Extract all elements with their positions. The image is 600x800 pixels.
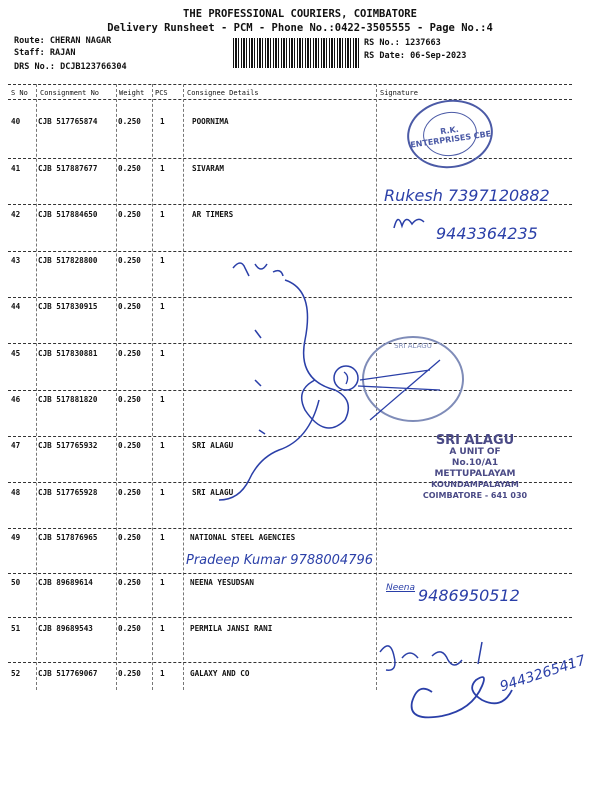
row-consignment: CJB 517765928 [38, 488, 98, 497]
row-weight: 0.250 [118, 117, 141, 126]
barcode [233, 38, 359, 68]
table-top-rule [8, 84, 572, 85]
handwritten-pradeep: Pradeep Kumar 9788004796 [186, 553, 374, 568]
row-consignee: SIVARAM [192, 164, 225, 173]
row-pcs: 1 [160, 533, 165, 542]
row-consignee: NATIONAL STEEL AGENCIES [190, 533, 296, 542]
col-header-consignment: Consignment No [40, 89, 100, 97]
sri-alagu-stamp-line: METTUPALAYAM [434, 469, 516, 479]
staff-value: RAJAN [49, 48, 76, 58]
rs-date-line [364, 51, 466, 61]
col-divider [116, 84, 117, 690]
row-consignment: CJB 517828800 [38, 256, 98, 265]
col-header-pcs: PCS [155, 89, 168, 97]
row-sno: 41 [11, 164, 21, 173]
row-pcs: 1 [160, 441, 165, 450]
table-header-rule [8, 99, 572, 100]
row-consignment: CJB 517765874 [38, 117, 98, 126]
enterprises-stamp [403, 94, 498, 173]
handwritten-rukesh: Rukesh 7397120882 [384, 186, 550, 205]
row-weight: 0.250 [118, 349, 141, 358]
row-weight: 0.250 [118, 164, 141, 173]
rs-no-value: 1237663 [404, 38, 441, 48]
row-rule [8, 573, 572, 574]
sri-alagu-stamp-line: KOUNDAMPALAYAM [431, 480, 519, 489]
row-weight: 0.250 [118, 578, 141, 587]
row-pcs: 1 [160, 488, 165, 497]
row-consignee: PERMILA JANSI RANI [190, 624, 273, 633]
sri-alagu-stamp-line: COIMBATORE - 641 030 [422, 491, 528, 500]
staff-label: Staff: [14, 48, 45, 58]
handwritten-phone-52: 9443265417 [498, 652, 588, 696]
sri-alagu-stamp-line: SRI ALAGU [435, 433, 515, 448]
row-rule [8, 158, 572, 159]
row-sno: 51 [11, 624, 21, 633]
row-consignment: CJB 517765932 [38, 441, 98, 450]
round-seal-text: SRI ALAGU [394, 342, 432, 350]
route-line [14, 36, 111, 46]
sri-alagu-stamp [386, 434, 564, 501]
row-sno: 52 [11, 669, 21, 678]
row-weight: 0.250 [118, 488, 141, 497]
col-header-consignee: Consignee Details [187, 89, 259, 97]
row-pcs: 1 [160, 210, 165, 219]
row-sno: 42 [11, 210, 21, 219]
row-consignee: NEENA YESUDSAN [190, 578, 255, 587]
rs-no-line [364, 38, 441, 48]
row-weight: 0.250 [118, 624, 141, 633]
route-label: Route: [14, 36, 45, 46]
row-consignment: CJB 517769067 [38, 669, 98, 678]
row-consignee: GALAXY AND CO [190, 669, 250, 678]
row-rule [8, 617, 572, 618]
rs-date-label: RS Date: [364, 51, 405, 61]
row-pcs: 1 [160, 164, 165, 173]
row-weight: 0.250 [118, 395, 141, 404]
col-divider [152, 84, 153, 690]
row-consignment: CJB 517887677 [38, 164, 98, 173]
rs-no-label: RS No.: [364, 38, 400, 48]
row-consignee: SRI ALAGU [192, 441, 234, 450]
handwritten-phone-50: 9486950512 [418, 586, 520, 605]
row-sno: 43 [11, 256, 21, 265]
row-weight: 0.250 [118, 210, 141, 219]
row-consignment: CJB 517881820 [38, 395, 98, 404]
sri-alagu-stamp-line: No.10/A1 [451, 458, 499, 468]
row-weight: 0.250 [118, 533, 141, 542]
row-sno: 40 [11, 117, 21, 126]
col-header-signature: Signature [380, 89, 418, 97]
row-weight: 0.250 [118, 302, 141, 311]
row-weight: 0.250 [118, 441, 141, 450]
row-weight: 0.250 [118, 669, 141, 678]
col-divider [183, 84, 184, 690]
row-consignment: CJB 517884650 [38, 210, 98, 219]
row-pcs: 1 [160, 256, 165, 265]
drs-label: DRS No.: [14, 62, 55, 72]
row-weight: 0.250 [118, 256, 141, 265]
row-pcs: 1 [160, 302, 165, 311]
row-consignee: AR TIMERS [192, 210, 234, 219]
row-consignment: CJB 517876965 [38, 533, 98, 542]
row-pcs: 1 [160, 578, 165, 587]
seal-scribble [330, 350, 450, 430]
handwritten-phone-42: 9443364235 [436, 224, 538, 243]
row-pcs: 1 [160, 395, 165, 404]
col-header-sno: S No [11, 89, 28, 97]
row-consignment: CJB 89689543 [38, 624, 93, 633]
row-consignee: POORNIMA [192, 117, 229, 126]
row-sno: 47 [11, 441, 21, 450]
sri-alagu-stamp-line: A UNIT OF [449, 447, 501, 457]
company-title: THE PROFESSIONAL COURIERS, COIMBATORE [183, 8, 417, 20]
row-sno: 49 [11, 533, 21, 542]
col-divider [36, 84, 37, 690]
row-sno: 48 [11, 488, 21, 497]
row-sno: 45 [11, 349, 21, 358]
row-sno: 44 [11, 302, 21, 311]
enterprises-stamp-text: R.K. ENTERPRISES CBE [409, 124, 492, 150]
row-consignment: CJB 517830915 [38, 302, 98, 311]
row-pcs: 1 [160, 669, 165, 678]
rs-date-value: 06-Sep-2023 [410, 51, 467, 61]
handwritten-neena: Neena [386, 583, 416, 593]
row-sno: 46 [11, 395, 21, 404]
staff-line [14, 48, 75, 58]
col-header-weight: Weight [119, 89, 145, 97]
row-consignee: SRI ALAGU [192, 488, 234, 497]
runsheet-subtitle: Delivery Runsheet - PCM - Phone No.:0422-3505555 - Page No.:4 [107, 22, 493, 34]
route-value: CHERAN NAGAR [49, 36, 112, 46]
row-pcs: 1 [160, 349, 165, 358]
row-sno: 50 [11, 578, 21, 587]
signature-scribble-42 [392, 210, 426, 232]
drs-line [14, 62, 127, 72]
row-pcs: 1 [160, 624, 165, 633]
row-consignment: CJB 89689614 [38, 578, 93, 587]
drs-value: DCJB123766304 [60, 62, 127, 72]
row-pcs: 1 [160, 117, 165, 126]
row-consignment: CJB 517830881 [38, 349, 98, 358]
